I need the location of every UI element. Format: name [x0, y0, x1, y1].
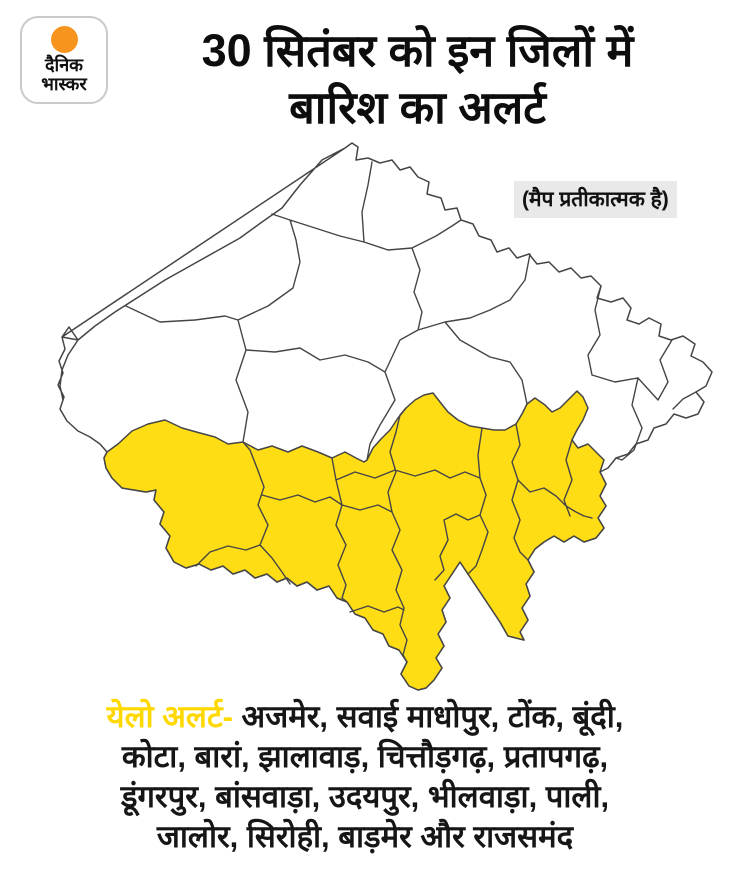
- alert-line-1-rest: अजमेर, सवाई माधोपुर, टोंक, बूंदी,: [232, 699, 624, 734]
- alert-district-list: [0, 697, 730, 857]
- alert-line-2: कोटा, बारां, झालावाड़, चित्तौड़गढ़, प्रतापगढ़,: [121, 739, 609, 774]
- alert-label: येलो अलर्ट-: [106, 699, 233, 734]
- title-line2: बारिश का अलर्ट: [289, 82, 546, 133]
- title-line1: 30 सितंबर को इन जिलों में: [201, 25, 634, 76]
- map-note: (मैप प्रतीकात्मक है): [514, 181, 677, 218]
- brand-name-line1: दैनिक: [44, 55, 84, 75]
- brand-name-line2: भास्कर: [41, 74, 87, 94]
- alert-line-4: जालोर, सिरोही, बाड़मेर और राजसमंद: [156, 819, 574, 854]
- alert-line-3: डूंगरपुर, बांसवाड़ा, उदयपुर, भीलवाड़ा, पाली,: [120, 779, 610, 814]
- alert-line-1: [0, 697, 730, 737]
